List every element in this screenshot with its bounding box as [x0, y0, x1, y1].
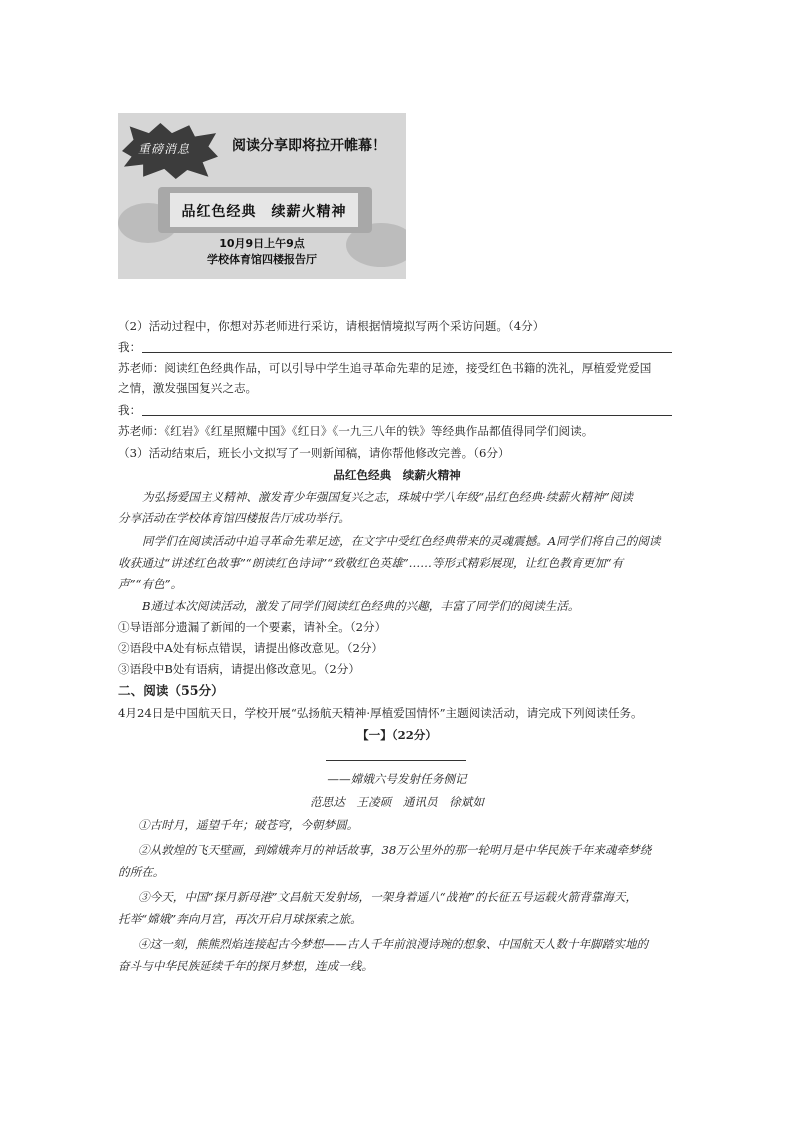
article-para2-b: 的所在。 — [118, 865, 165, 879]
q3-prompt: （3）活动结束后，班长小文拟写了一则新闻稿，请你帮他修改完善。（6分） — [118, 446, 510, 460]
q3-sub-question-3: ③语段中B处有语病，请提出修改意见。（2分） — [118, 662, 360, 676]
article-subtitle: ——嫦娥六号发射任务侧记 — [327, 772, 467, 786]
q2-teacher-answer-1b: 之情，激发强国复兴之志。 — [118, 381, 258, 395]
article-title-blank[interactable] — [326, 760, 466, 761]
news-para3: B通过本次阅读活动，激发了同学们阅读红色经典的兴趣，丰富了同学们的阅读生活。 — [142, 599, 580, 613]
news-para1-a: 为弘扬爱国主义精神、激发青少年强国复兴之志，珠城中学八年级“品红色经典·续薪火精神”阅读 — [142, 490, 633, 504]
article-authors: 范思达 王凌硕 通讯员 徐斌如 — [310, 795, 484, 809]
poster-date: 10月9日上午9点 — [219, 237, 305, 250]
q2-answer-blank-1[interactable] — [142, 352, 672, 353]
q3-sub-question-2: ②语段中A处有标点错误，请提出修改意见。（2分） — [118, 641, 384, 655]
q3-sub-question-1: ①导语部分遗漏了新闻的一个要素，请补全。（2分） — [118, 620, 387, 634]
news-para2-c: 声”“有色”。 — [118, 577, 183, 591]
event-poster — [118, 113, 406, 279]
section2-intro: 4月24日是中国航天日，学校开展“弘扬航天精神·厚植爱国情怀”主题阅读活动，请完成下列阅读任务。 — [118, 706, 643, 720]
poster-banner-text: 品红色经典 续薪火精神 — [181, 204, 347, 220]
article-para2-a: ②从敦煌的飞天壁画，到嫦娥奔月的神话故事，38万公里外的那一轮明月是中华民族千年来魂牵梦绕 — [138, 843, 652, 857]
news-title: 品红色经典 续薪火精神 — [333, 468, 461, 482]
news-para2-a: 同学们在阅读活动中追寻革命先辈足迹，在文字中受红色经典带来的灵魂震撼。A同学们将自己的阅读 — [142, 534, 661, 548]
news-para2-b: 收获通过“讲述红色故事”“朗读红色诗词”“致敬红色英雄”……等形式精彩展现，让红色教育更加“有 — [118, 556, 624, 570]
q2-me-label-2: 我： — [118, 403, 142, 417]
q2-answer-blank-2[interactable] — [142, 415, 672, 416]
poster-place: 学校体育馆四楼报告厅 — [207, 253, 317, 266]
q2-prompt: （2）活动过程中，你想对苏老师进行采访，请根据情境拟写两个采访问题。（4分） — [118, 319, 545, 333]
article-para4-a: ④这一刻，熊熊烈焰连接起古今梦想——古人千年前浪漫诗琬的想象、中国航天人数十年脚踏实地的 — [138, 937, 649, 951]
reading-part-one: 【一】（22分） — [357, 728, 437, 742]
q2-teacher-answer-2: 苏老师：《红岩》《红星照耀中国》《红日》《一九三八年的铁》等经典作品都值得同学们阅读。 — [118, 424, 594, 438]
q2-teacher-answer-1a: 苏老师：阅读红色经典作品，可以引导中学生追寻革命先辈的足迹，接受红色书籍的洗礼，厚植爱党爱国 — [118, 361, 652, 375]
q2-me-label-1: 我： — [118, 340, 142, 354]
article-para1: ①古时月，遥望千年；破苍穹，今朝梦圆。 — [138, 818, 359, 832]
section2-heading: 二、阅读（55分） — [118, 683, 224, 698]
article-para4-b: 奋斗与中华民族延续千年的探月梦想，连成一线。 — [118, 959, 374, 973]
article-para3-a: ③今天，中国“探月新母港”文昌航天发射场，一架身着遥八“战袍”的长征五号运载火箭背靠海天， — [138, 890, 638, 904]
poster-headline: 阅读分享即将拉开帷幕！ — [232, 138, 386, 154]
news-para1-b: 分享活动在学校体育馆四楼报告厅成功举行。 — [118, 511, 350, 525]
article-para3-b: 托举“嫦娥”奔向月宫，再次开启月球探索之旅。 — [118, 912, 362, 926]
poster-banner-scroll — [158, 187, 372, 233]
poster-badge-text: 重磅消息 — [138, 142, 191, 156]
